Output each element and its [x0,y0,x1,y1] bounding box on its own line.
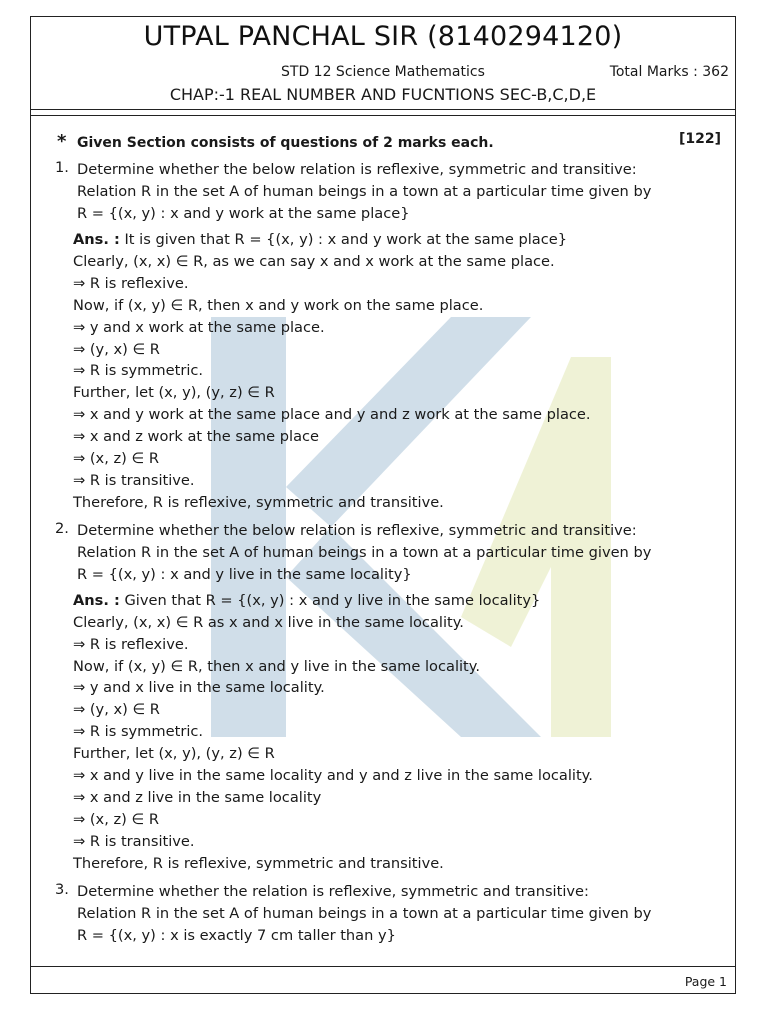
answer-line: ⇒ R is transitive. [73,832,195,850]
answer-line: ⇒ R is reflexive. [73,635,189,653]
answer-line: ⇒ x and y live in the same locality and y and z live in the same locality. [73,767,593,785]
answer-line: ⇒ (y, x) ∈ R [73,340,160,358]
answer-line: ⇒ (x, z) ∈ R [73,450,159,468]
answer-line: Therefore, R is reflexive, symmetric and transitive. [73,493,444,511]
chapter-title: CHAP:-1 REAL NUMBER AND FUCNTIONS SEC-B,C,D,E [169,85,597,104]
answer-line: Further, let (x, y), (y, z) ∈ R [73,384,275,402]
answer-line: ⇒ y and x live in the same locality. [73,679,325,697]
content [31,129,735,947]
answer-first-line [73,229,735,251]
answer-line: ⇒ (y, x) ∈ R [73,701,160,719]
question-line: R = {(x, y) : x is exactly 7 cm taller than y} [77,926,396,944]
question-line: Relation R in the set A of human beings in a town at a particular time given by [77,904,652,922]
answer-line: ⇒ x and z live in the same locality [73,788,322,806]
page-number: Page 1 [684,974,727,989]
total-marks: Total Marks : 362 [609,64,729,80]
answer-line: ⇒ y and x work at the same place. [73,318,325,336]
section-text: Given Section consists of questions of 2 marks each. [77,135,494,151]
answer-line: ⇒ R is reflexive. [73,274,189,292]
section-heading [31,129,735,159]
question-number: 2. [55,519,69,537]
question-line: Determine whether the below relation is reflexive, symmetric and transitive: [77,521,637,539]
answer-line: ⇒ R is symmetric. [73,362,204,380]
answer-line: ⇒ R is transitive. [73,471,195,489]
std-label: STD 12 Science Mathematics [281,64,485,80]
question-number: 1. [55,159,69,176]
question-1 [55,159,735,225]
page-title: UTPAL PANCHAL SIR (8140294120) [143,21,623,52]
answer-line: Now, if (x, y) ∈ R, then x and y live in the same locality. [73,657,480,675]
question-line: R = {(x, y) : x and y work at the same place} [77,205,410,222]
question-2 [55,520,735,586]
answer-line: Clearly, (x, x) ∈ R, as we can say x and x work at the same place. [73,252,555,270]
question-line: R = {(x, y) : x and y live in the same locality} [77,565,412,583]
answer-1 [73,229,735,514]
star-icon: * [57,131,67,152]
answer-line: Further, let (x, y), (y, z) ∈ R [73,745,275,763]
answer-line: ⇒ R is symmetric. [73,723,204,741]
page-frame [30,16,736,994]
answer-first-line [73,590,735,612]
answer-label: Ans. : [73,231,120,248]
question-line: Relation R in the set A of human beings in a town at a particular time given by [77,543,652,561]
answer-line: Clearly, (x, x) ∈ R as x and x live in the same locality. [73,613,464,631]
question-line: Determine whether the relation is reflexive, symmetric and transitive: [77,882,589,900]
answer-line: ⇒ (x, z) ∈ R [73,810,159,828]
question-line: Determine whether the below relation is reflexive, symmetric and transitive: [77,161,637,178]
answer-2 [73,590,735,875]
answer-line: Therefore, R is reflexive, symmetric and transitive. [73,854,444,872]
answer-line: ⇒ x and y work at the same place and y and z work at the same place. [73,406,591,424]
header [31,17,735,110]
question-number: 3. [55,880,69,898]
footer-divider [31,966,735,967]
question-line: Relation R in the set A of human beings in a town at a particular time given by [77,183,652,200]
section-marks: [122] [678,131,721,147]
answer-text: It is given that R = {(x, y) : x and y work at the same place} [119,231,568,248]
header-divider [31,115,735,116]
answer-label: Ans. : [73,591,120,609]
question-3 [55,881,735,947]
answer-line: Now, if (x, y) ∈ R, then x and y work on the same place. [73,296,484,314]
answer-text: Given that R = {(x, y) : x and y live in the same locality} [119,591,541,609]
answer-line: ⇒ x and z work at the same place [73,428,320,446]
